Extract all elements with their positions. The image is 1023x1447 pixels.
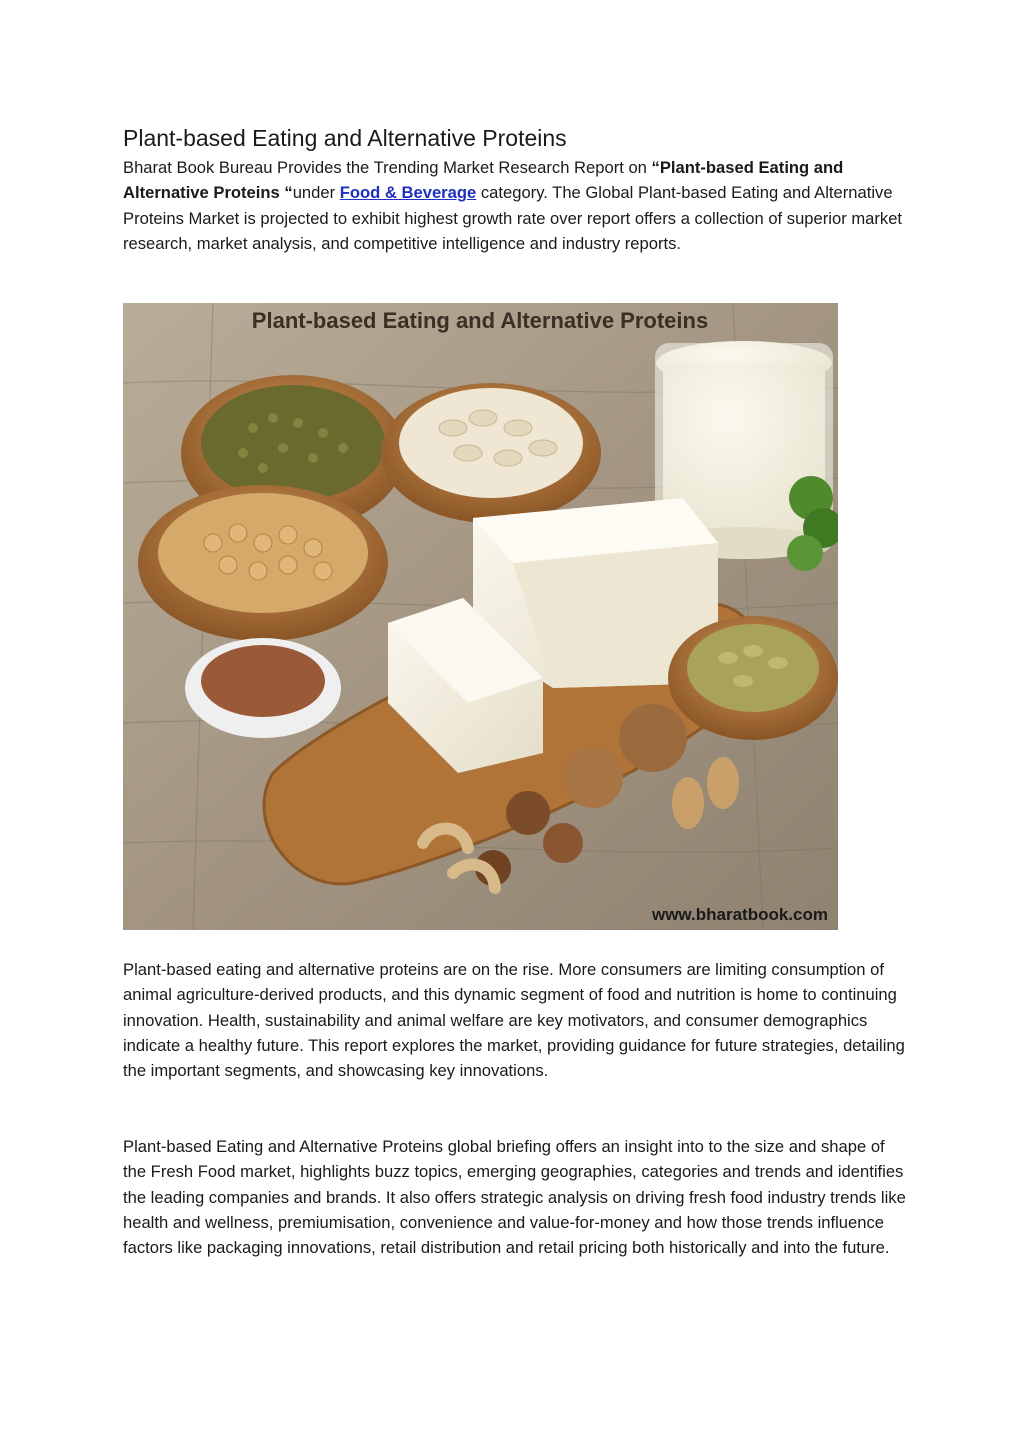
pumpkin-seed-bowl — [668, 616, 838, 740]
food-illustration — [123, 303, 838, 930]
intro-text-after: category. The Global Plant-based Eating and Alternative Proteins Market is projected to exhibit highest growth rate over report offers a collection of superior market research, market analysis, and competitive intelligence and industry reports. — [123, 183, 903, 253]
powder-bowl — [185, 638, 341, 738]
body-paragraph-2: Plant-based Eating and Alternative Proteins global briefing offers an insight into to the size and shape of the Fresh Food market, highlights buzz topics, emerging geographies, categories and trends and identifies the leading companies and brands. It also offers strategic analysis on driving fresh food industry trends like health and wellness, premiumisation, convenience and value-for-money and how those trends influence factors like packaging innovations, retail distribution and retail pricing both historically and into the future. — [123, 1137, 906, 1258]
chickpea-bowl — [138, 485, 388, 641]
intro-text-before: Bharat Book Bureau Provides the Trending Market Research Report on — [123, 158, 652, 177]
page-title: Plant-based Eating and Alternative Proteins — [123, 125, 567, 151]
watermark: www.bharatbook.com — [651, 905, 828, 924]
intro-paragraph — [123, 155, 908, 256]
body-paragraph-1: Plant-based eating and alternative proteins are on the rise. More consumers are limiting consumption of animal agriculture-derived products, and this dynamic segment of food and nutrition is home to continuing innovation. Health, sustainability and animal welfare are key motivators, and consumer demographics indicate a healthy future. This report explores the market, providing guidance for future strategies, detailing the important segments, and showcasing key innovations. — [123, 960, 905, 1081]
report-image — [123, 303, 838, 930]
banner-title: Plant-based Eating and Alternative Proteins — [251, 308, 709, 333]
intro-text-under: under — [292, 183, 340, 203]
white-beans-bowl — [381, 383, 601, 523]
food-beverage-link[interactable]: Food & Beverage — [339, 183, 477, 203]
report-name: “Plant-based Eating and Alternative Proteins “ — [123, 158, 844, 203]
